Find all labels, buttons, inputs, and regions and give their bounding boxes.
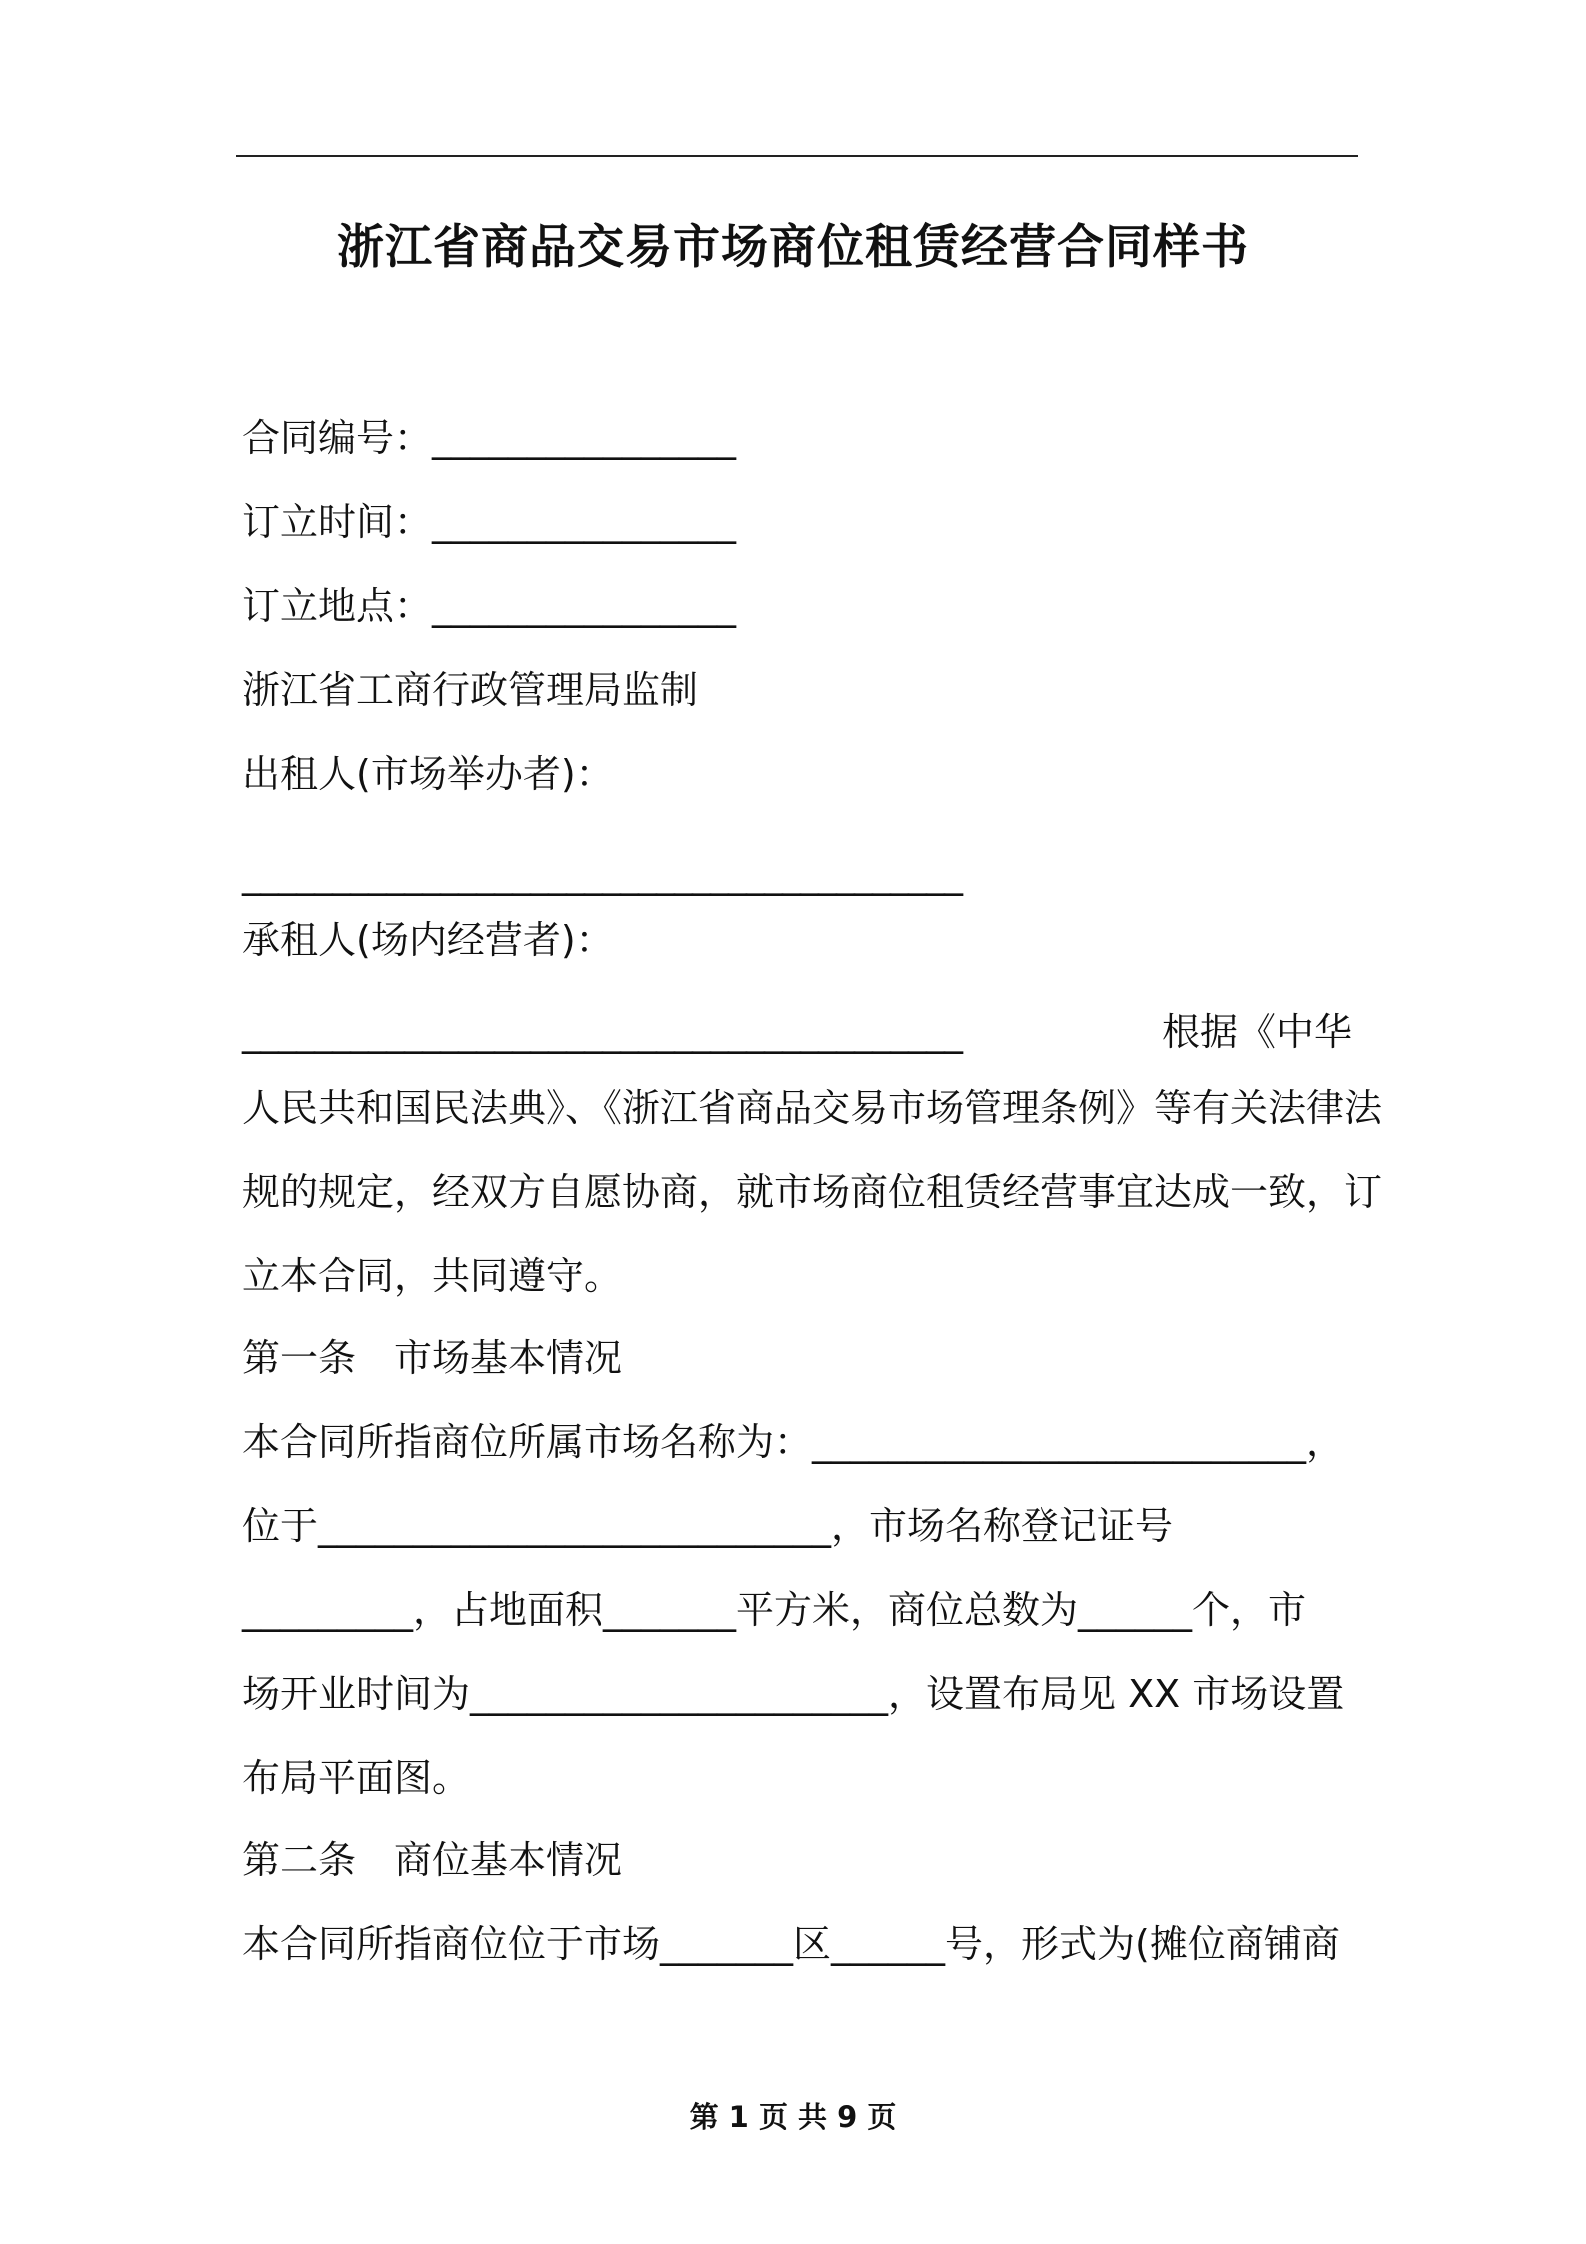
article-1-line-4: 场开业时间为______________________，设置布局见 XX 市场设置	[242, 1672, 1345, 1716]
article-1-line-3: _________，占地面积_______平方米，商位总数为______个，市	[242, 1588, 1307, 1632]
preamble-line-1: 根据《中华	[1162, 1010, 1353, 1054]
supervisor-line: 浙江省工商行政管理局监制	[242, 668, 699, 712]
contract-number-field: 合同编号：________________	[242, 416, 737, 460]
header-rule	[236, 155, 1358, 157]
article-1-line-5: 布局平面图。	[242, 1756, 471, 1800]
lessee-blank: ________________________________________	[242, 1010, 962, 1054]
preamble-line-2: 人民共和国民法典》、《浙江省商品交易市场管理条例》等有关法律法	[242, 1086, 1383, 1130]
lessee-label: 承租人(场内经营者)：	[242, 918, 614, 962]
lessor-blank: ________________________________________	[242, 852, 962, 896]
article-2-heading: 第二条 商位基本情况	[242, 1838, 623, 1882]
lessor-label: 出租人(市场举办者)：	[242, 752, 614, 796]
sign-time-field: 订立时间：________________	[242, 500, 737, 544]
article-1-line-2: 位于___________________________，市场名称登记证号	[242, 1504, 1174, 1548]
article-1-line-1: 本合同所指商位所属市场名称为：__________________________，	[242, 1420, 1345, 1464]
preamble-line-3: 规的规定，经双方自愿协商，就市场商位租赁经营事宜达成一致，订	[242, 1170, 1383, 1214]
article-1-heading: 第一条 市场基本情况	[242, 1336, 623, 1380]
preamble-line-4: 立本合同，共同遵守。	[242, 1254, 623, 1298]
article-2-line-1: 本合同所指商位位于市场_______区______号，形式为(摊位商铺商	[242, 1922, 1340, 1966]
page-number: 第 1 页 共 9 页	[689, 2100, 897, 2134]
sign-place-field: 订立地点：________________	[242, 584, 737, 628]
document-title: 浙江省商品交易市场商位租赁经营合同样书	[337, 220, 1249, 275]
